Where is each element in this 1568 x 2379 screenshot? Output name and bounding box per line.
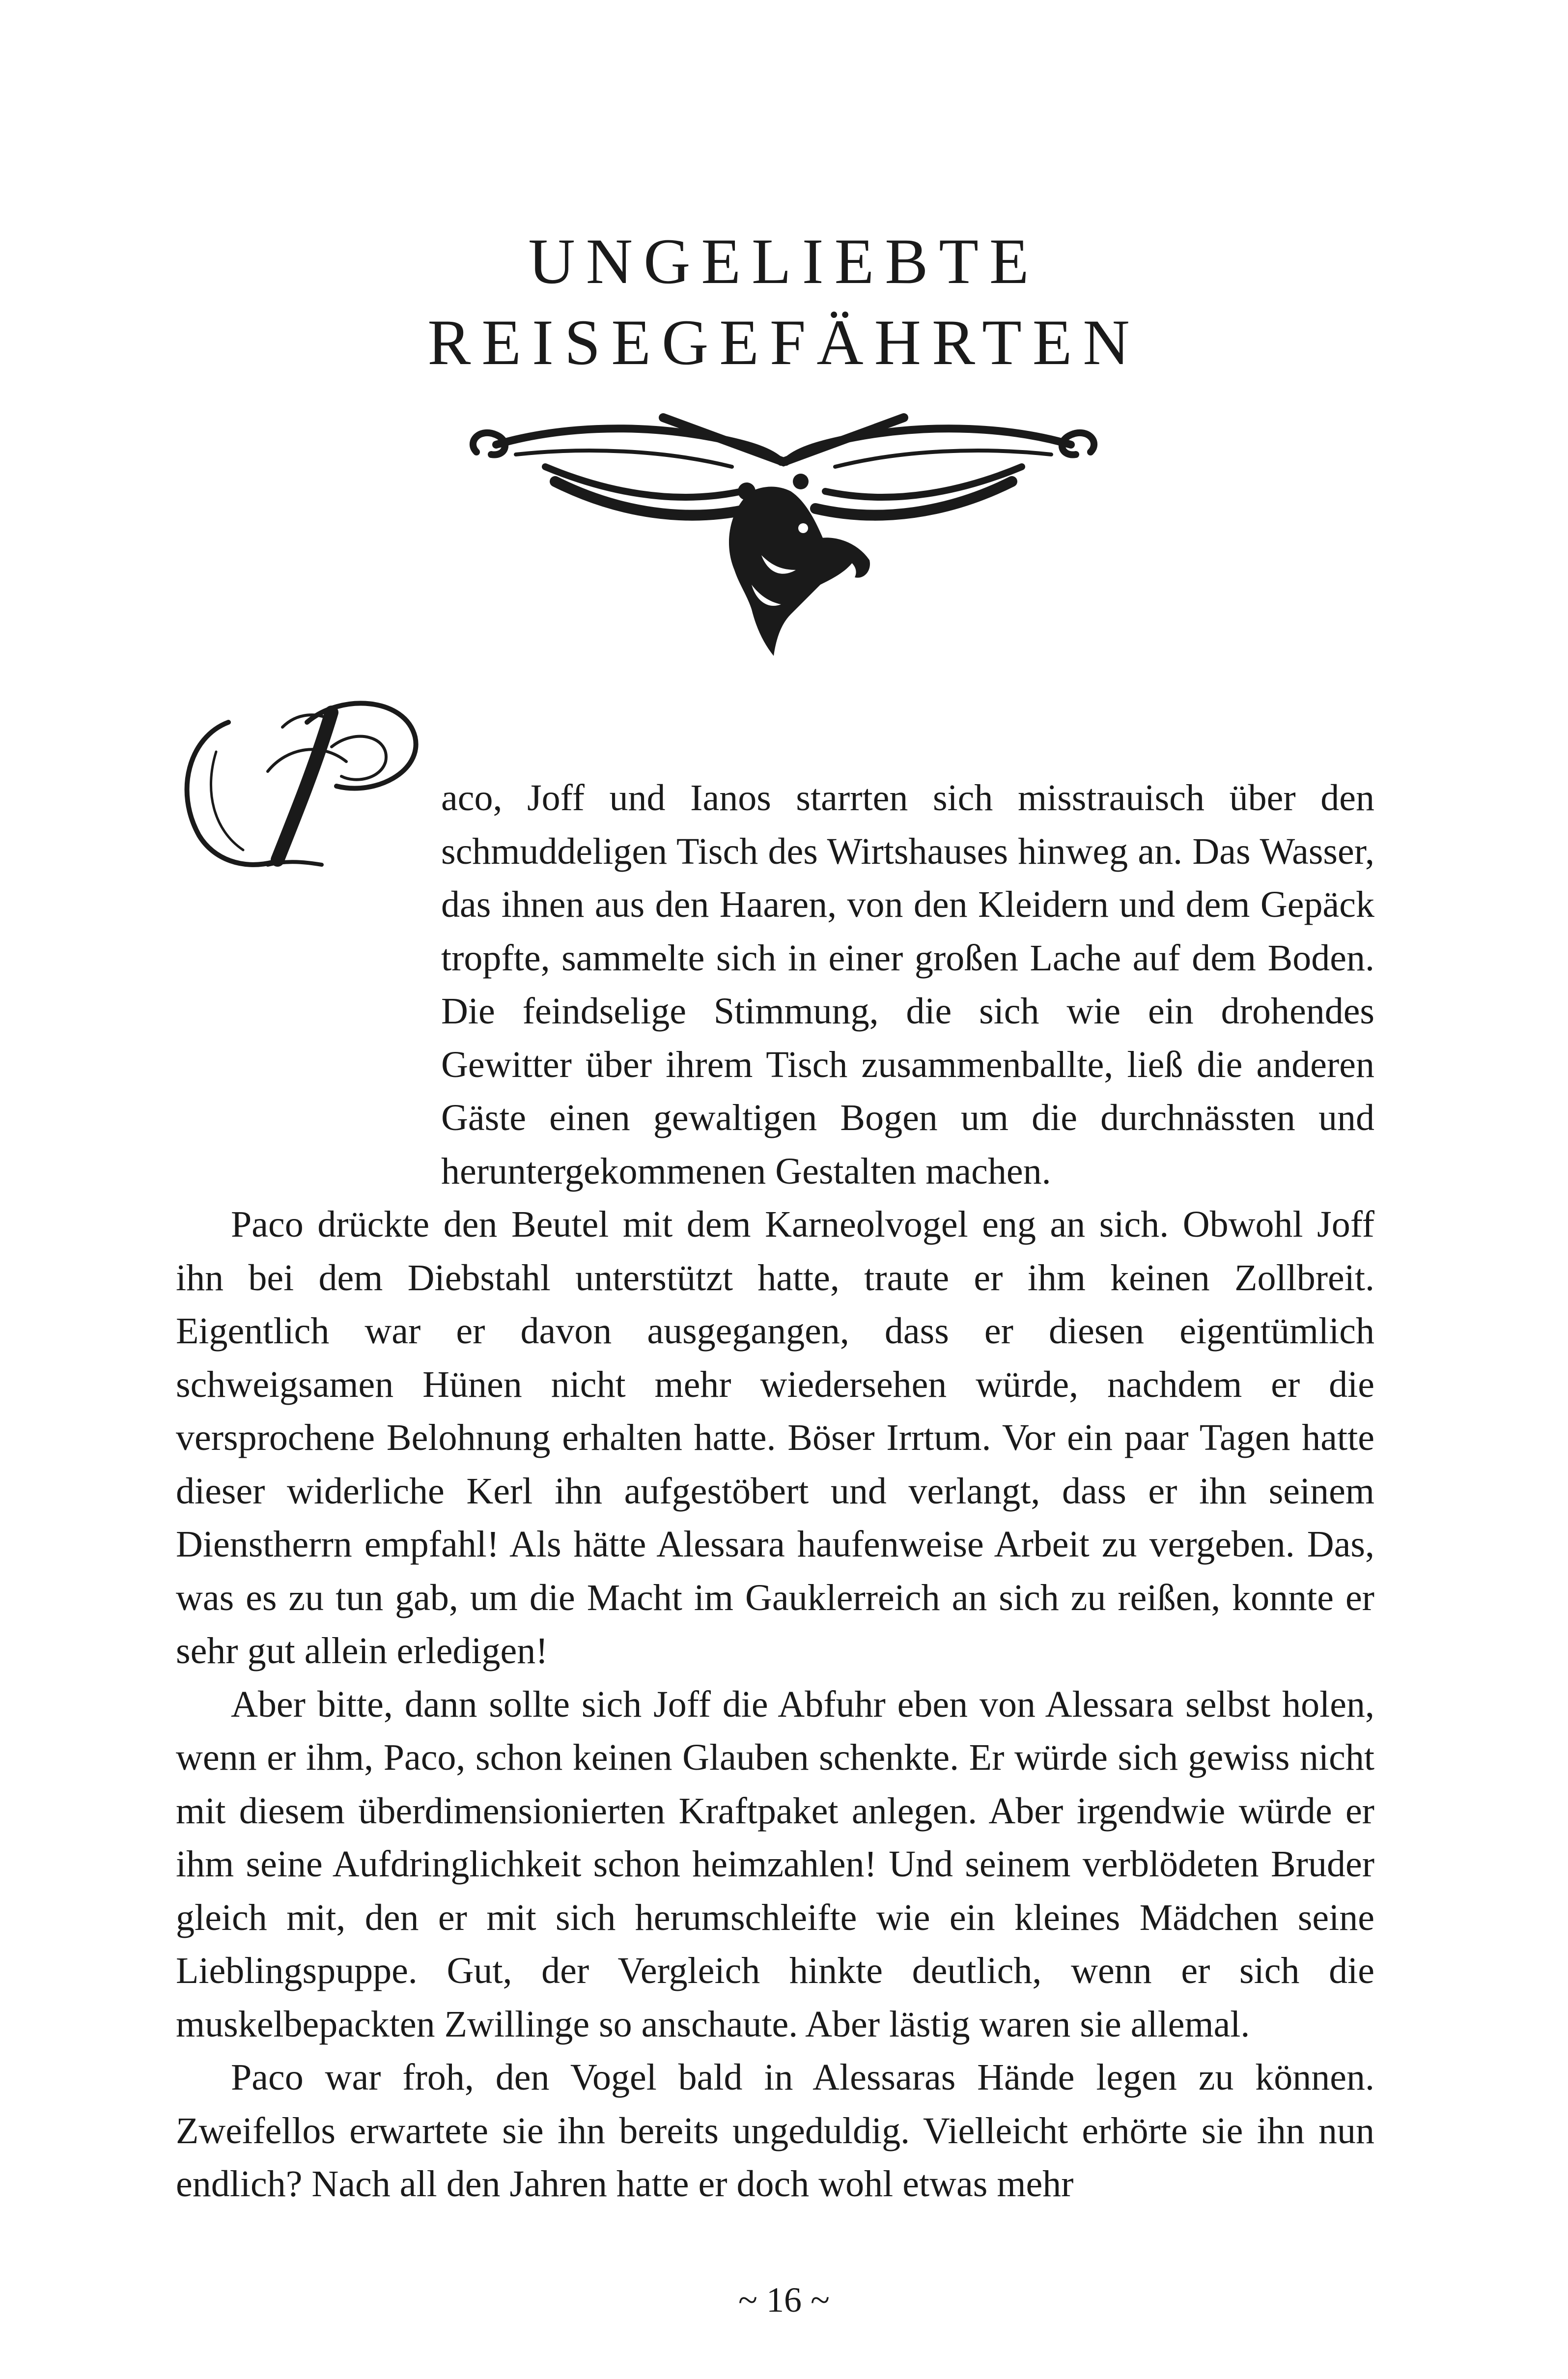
eagle-head-ornament-icon	[457, 408, 1110, 663]
chapter-title-line-1: UNGELIEBTE	[528, 225, 1040, 297]
paragraph-2: Paco drückte den Beutel mit dem Karneolvogel eng an sich. Obwohl Joff ihn bei dem Diebstahl unterstützt hatte, traute er ihm keinen Zollbreit. Eigentlich war er davon ausgegangen, dass er diesen eigentümlich schweigsamen Hünen nicht mehr wiedersehen würde, nachdem er die versprochene Belohnung erhalten hatte. Böser Irrtum. Vor ein paar Tagen hatte dieser widerliche Kerl ihn aufgestöbert und verlangt, dass er ihn seinem Dienstherrn empfahl! Als hätte Alessara haufenweise Arbeit zu vergeben. Das, was es zu tun gab, um die Macht im Gauklerreich an sich zu reißen, konnte er sehr gut allein erledigen!	[176, 1204, 1374, 1671]
paragraph-3: Aber bitte, dann sollte sich Joff die Abfuhr eben von Alessara selbst holen, wenn er ihm, Paco, schon keinen Glauben schenkte. Er würde sich gewiss nicht mit diesem überdimensionierten Kraftpaket anlegen. Aber irgendwie würde er ihm seine Aufdringlichkeit schon heimzahlen! Und seinem verblödeten Bruder gleich mit, den er mit sich herumschleifte wie ein kleines Mädchen seine Lieblingspuppe. Gut, der Vergleich hinkte deutlich, wenn er sich die muskelbepackten Zwillinge so anschaute. Aber lästig waren sie allemal.	[176, 1683, 1374, 2045]
paragraph-1	[176, 771, 1374, 1198]
chapter-title-line-2: REISEGEFÄHRTEN	[427, 306, 1141, 378]
paragraph-4: Paco war froh, den Vogel bald in Alessaras Hände legen zu können. Zweifellos erwartete sie ihn bereits ungeduldig. Vielleicht erhörte sie ihn nun endlich? Nach all den Jahren hatte er doch wohl etwas mehr	[176, 2057, 1374, 2205]
paragraph-1-text: aco, Joff und Ianos starrten sich misstrauisch über den schmuddeligen Tisch des Wirtshauses hinweg an. Das Wasser, das ihnen aus den Haaren, von den Kleidern und dem Gepäck tropfte, sammelte sich in einer großen Lache auf dem Boden. Die feindselige Stimmung, die sich wie ein drohendes Gewitter über ihrem Tisch zusammenballte, ließ die anderen Gäste einen gewaltigen Bogen um die durchnässten und heruntergekommenen Gestalten machen.	[441, 777, 1374, 1192]
chapter-body	[176, 771, 1374, 2211]
page-number: ~ 16 ~	[738, 2280, 830, 2320]
